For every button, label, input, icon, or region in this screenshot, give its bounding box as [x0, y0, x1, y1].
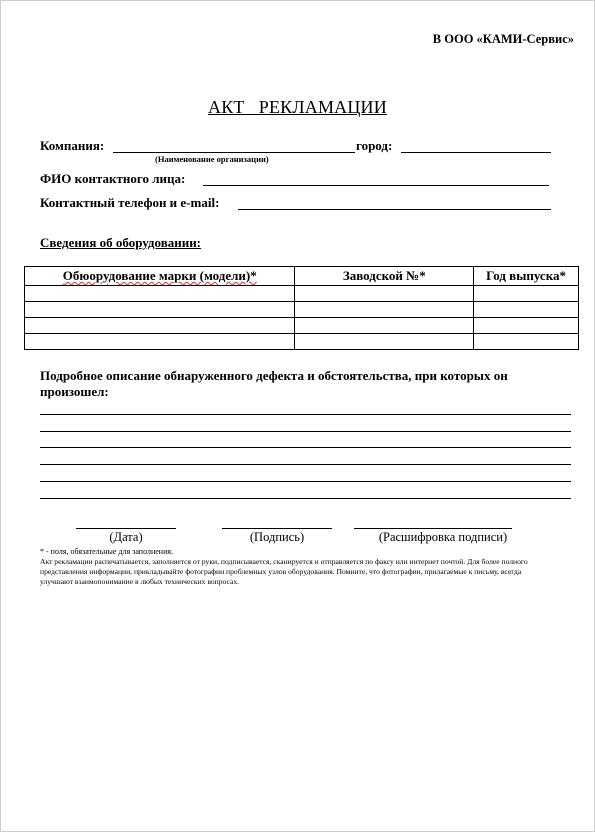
table-row [25, 334, 579, 350]
contact-person-label: ФИО контактного лица: [40, 171, 186, 186]
defect-description-line[interactable] [40, 447, 571, 448]
defect-description-label-line1: Подробное описание обнаруженного дефекта и обстоятельства, при которых он [40, 368, 508, 383]
serial-cell[interactable] [295, 286, 474, 302]
column-header-year: Год выпуска* [474, 267, 579, 286]
defect-description-line[interactable] [40, 464, 571, 465]
year-cell[interactable] [474, 302, 579, 318]
phone-email-field[interactable] [238, 209, 551, 210]
equipment-header-row [25, 267, 579, 286]
signature-field[interactable] [222, 528, 332, 529]
model-cell[interactable] [25, 318, 295, 334]
city-label: город: [356, 138, 393, 153]
company-field[interactable] [113, 152, 355, 153]
defect-description-line[interactable] [40, 414, 571, 415]
phone-email-label: Контактный телефон и e-mail: [40, 195, 220, 210]
column-header-model [25, 267, 295, 286]
document-title-text: АКТ РЕКЛАМАЦИИ [208, 97, 387, 117]
column-header-serial: Заводской №* [295, 267, 474, 286]
defect-description-line[interactable] [40, 481, 571, 482]
defect-description-label-line2: произошел: [40, 384, 109, 399]
model-cell[interactable] [25, 286, 295, 302]
document-title [0, 97, 595, 118]
equipment-section-title: Сведения об оборудовании: [40, 235, 202, 250]
year-cell[interactable] [474, 334, 579, 350]
defect-description-line[interactable] [40, 431, 571, 432]
year-cell[interactable] [474, 318, 579, 334]
company-label: Компания: [40, 138, 105, 153]
equipment-table [24, 266, 579, 350]
table-row [25, 286, 579, 302]
date-label: (Дата) [109, 530, 143, 544]
signature-label: (Подпись) [249, 530, 305, 544]
signature-decoding-field[interactable] [354, 528, 512, 529]
signature-decoding-label: (Расшифровка подписи) [378, 530, 508, 544]
company-hint: (Наименование организации) [155, 154, 269, 164]
defect-description-line[interactable] [40, 498, 571, 499]
instructions-line-1: Акт рекламации распечатывается, заполняется от руки, подписывается, сканируется и отправляется по факсу или интернет почтой. Для более полного [40, 557, 528, 566]
model-cell[interactable] [25, 334, 295, 350]
serial-cell[interactable] [295, 318, 474, 334]
required-fields-note: * - поля, обязательные для заполнения. [40, 547, 174, 556]
year-cell[interactable] [474, 286, 579, 302]
addressee: В ООО «КАМИ-Сервис» [432, 32, 574, 46]
model-cell[interactable] [25, 302, 295, 318]
table-row [25, 302, 579, 318]
serial-cell[interactable] [295, 334, 474, 350]
contact-person-field[interactable] [203, 185, 549, 186]
column-header-model-text: Обюорудование марки (модели)* [62, 268, 257, 283]
serial-cell[interactable] [295, 302, 474, 318]
instructions-line-2: представления информации, прикладывайте фотографии проблемных узлов оборудования. Помните, что фотографии, прилагаемые к письму, всегда [40, 567, 522, 576]
instructions-line-3: улучшают взаимопонимание в любых технических вопросах. [40, 577, 240, 586]
table-row [25, 318, 579, 334]
date-field[interactable] [76, 528, 176, 529]
city-field[interactable] [401, 152, 551, 153]
